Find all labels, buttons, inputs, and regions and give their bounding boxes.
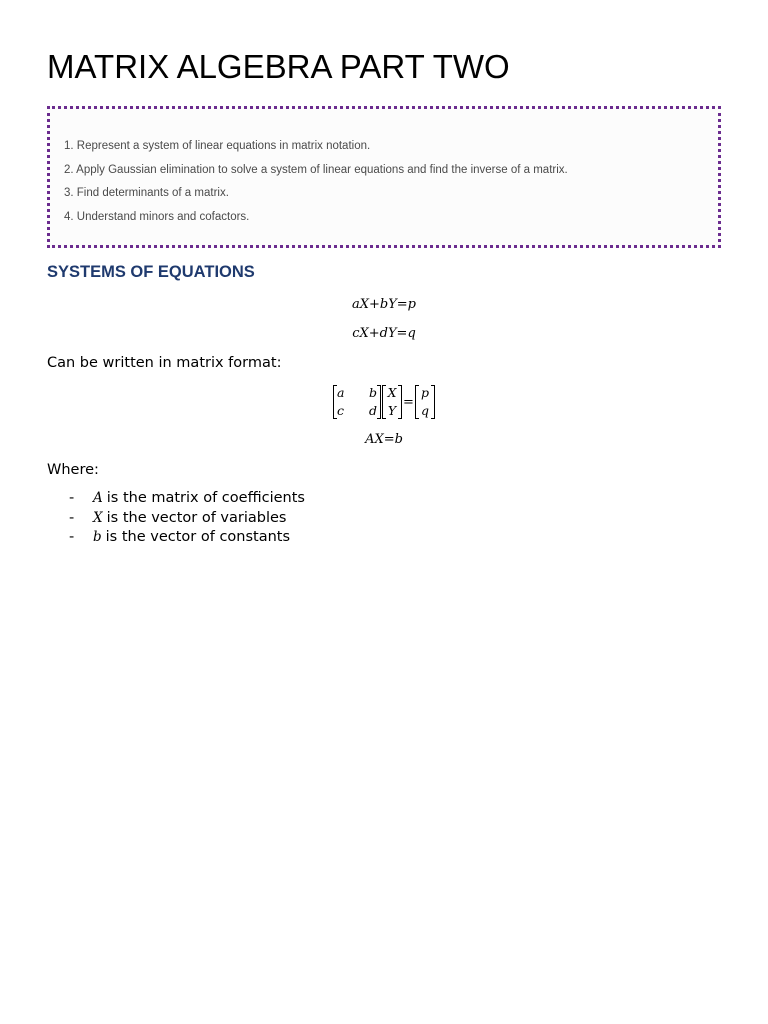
matrix-intro-text: Can be written in matrix format:	[47, 355, 282, 371]
matrix-entry: c	[337, 403, 345, 418]
constant-vector	[415, 384, 435, 420]
objective-item: 4. Understand minors and cofactors.	[64, 210, 250, 223]
matrix-entry: d	[369, 403, 378, 418]
equation-2: cX+dY=q	[352, 326, 416, 341]
list-item	[47, 528, 305, 548]
symbol: b	[93, 529, 102, 545]
matrix-entry: b	[369, 385, 378, 400]
page-title: MATRIX ALGEBRA PART TWO	[47, 48, 510, 85]
dash-bullet: -	[69, 490, 75, 506]
objective-item: 3. Find determinants of a matrix.	[64, 187, 229, 199]
matrix-equation	[0, 380, 768, 424]
symbol: A	[93, 490, 103, 506]
objectives-list	[64, 135, 568, 229]
vector-entry: Y	[387, 403, 397, 418]
learning-objectives-box	[47, 106, 721, 248]
section-heading: SYSTEMS OF EQUATIONS	[47, 263, 255, 281]
dash-bullet: -	[69, 529, 75, 545]
compact-equation: AX=b	[365, 432, 403, 447]
vector-entry: X	[387, 385, 397, 400]
dash-bullet: -	[69, 509, 75, 526]
variable-vector	[382, 384, 402, 420]
objective-item: 1. Represent a system of linear equations in matrix notation.	[64, 140, 371, 152]
equation-1: aX+bY=p	[351, 297, 417, 312]
definition-text: is the vector of constants	[105, 529, 291, 545]
definition-text: is the matrix of coefficients	[106, 490, 305, 506]
coefficient-matrix	[333, 384, 381, 420]
where-label: Where:	[47, 462, 99, 478]
symbol: X	[93, 509, 103, 526]
definition-text: is the vector of variables	[106, 509, 287, 526]
vector-entry: p	[420, 385, 429, 400]
vector-entry: q	[420, 403, 429, 418]
list-item	[47, 489, 305, 509]
definitions-list	[47, 489, 305, 548]
list-item	[47, 509, 305, 529]
equals-sign: =	[403, 394, 414, 410]
matrix-entry: a	[337, 385, 345, 400]
objective-item: 2. Apply Gaussian elimination to solve a system of linear equations and find the inverse of a matrix.	[64, 163, 568, 176]
